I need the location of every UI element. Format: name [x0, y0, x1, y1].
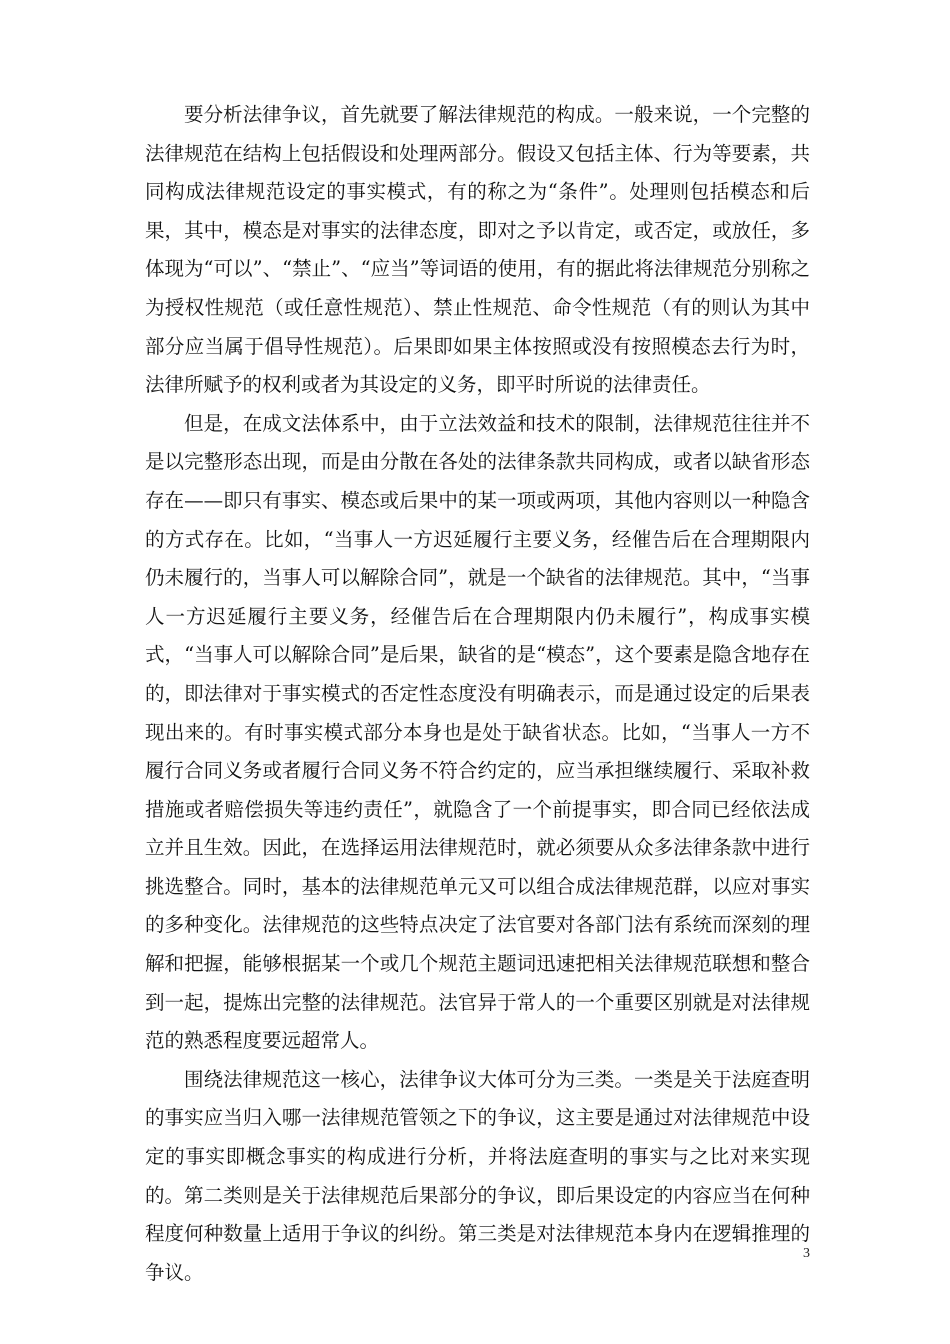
body-text — [145, 96, 810, 1292]
paragraph-1: 要分析法律争议，首先就要了解法律规范的构成。一般来说，一个完整的法律规范在结构上包括假设和处理两部分。假设又包括主体、行为等要素，共同构成法律规范设定的事实模式，有的称之为“条件”。处理则包括模态和后果，其中，模态是对事实的法律态度，即对之予以肯定，或否定，或放任，多体现为“可以”、“禁止”、“应当”等词语的使用，有的据此将法律规范分别称之为授权性规范（或任意性规范）、禁止性规范、命令性规范（有的则认为其中部分应当属于倡导性规范）。后果即如果主体按照或没有按照模态去行为时，法律所赋予的权利或者为其设定的义务，即平时所说的法律责任。 — [145, 103, 810, 397]
paragraph-3: 围绕法律规范这一核心，法律争议大体可分为三类。一类是关于法庭查明的事实应当归入哪一法律规范管领之下的争议，这主要是通过对法律规范中设定的事实即概念事实的构成进行分析，并将法庭查明的事实与之比对来实现的。第二类则是关于法律规范后果部分的争议，即后果设定的内容应当在何种程度何种数量上适用于争议的纠纷。第三类是对法律规范本身内在逻辑推理的争议。 — [145, 1067, 810, 1284]
paragraph-2: 但是，在成文法体系中，由于立法效益和技术的限制，法律规范往往并不是以完整形态出现，而是由分散在各处的法律条款共同构成，或者以缺省形态存在——即只有事实、模态或后果中的某一项或两项，其他内容则以一种隐含的方式存在。比如，“当事人一方迟延履行主要义务，经催告后在合理期限内仍未履行的，当事人可以解除合同”，就是一个缺省的法律规范。其中，“当事人一方迟延履行主要义务，经催告后在合理期限内仍未履行”，构成事实模式，“当事人可以解除合同”是后果，缺省的是“模态”，这个要素是隐含地存在的，即法律对于事实模式的否定性态度没有明确表示，而是通过设定的后果表现出来的。有时事实模式部分本身也是处于缺省状态。比如，“当事人一方不履行合同义务或者履行合同义务不符合约定的，应当承担继续履行、采取补救措施或者赔偿损失等违约责任”，就隐含了一个前提事实，即合同已经依法成立并且生效。因此，在选择运用法律规范时，就必须要从众多法律条款中进行挑选整合。同时，基本的法律规范单元又可以组合成法律规范群，以应对事实的多种变化。法律规范的这些特点决定了法官要对各部门法有系统而深刻的理解和把握，能够根据某一个或几个规范主题词迅速把相关法律规范联想和整合到一起，提炼出完整的法律规范。法官异于常人的一个重要区别就是对法律规范的熟悉程度要远超常人。 — [145, 411, 810, 1053]
page-number: 3 — [803, 1246, 810, 1261]
